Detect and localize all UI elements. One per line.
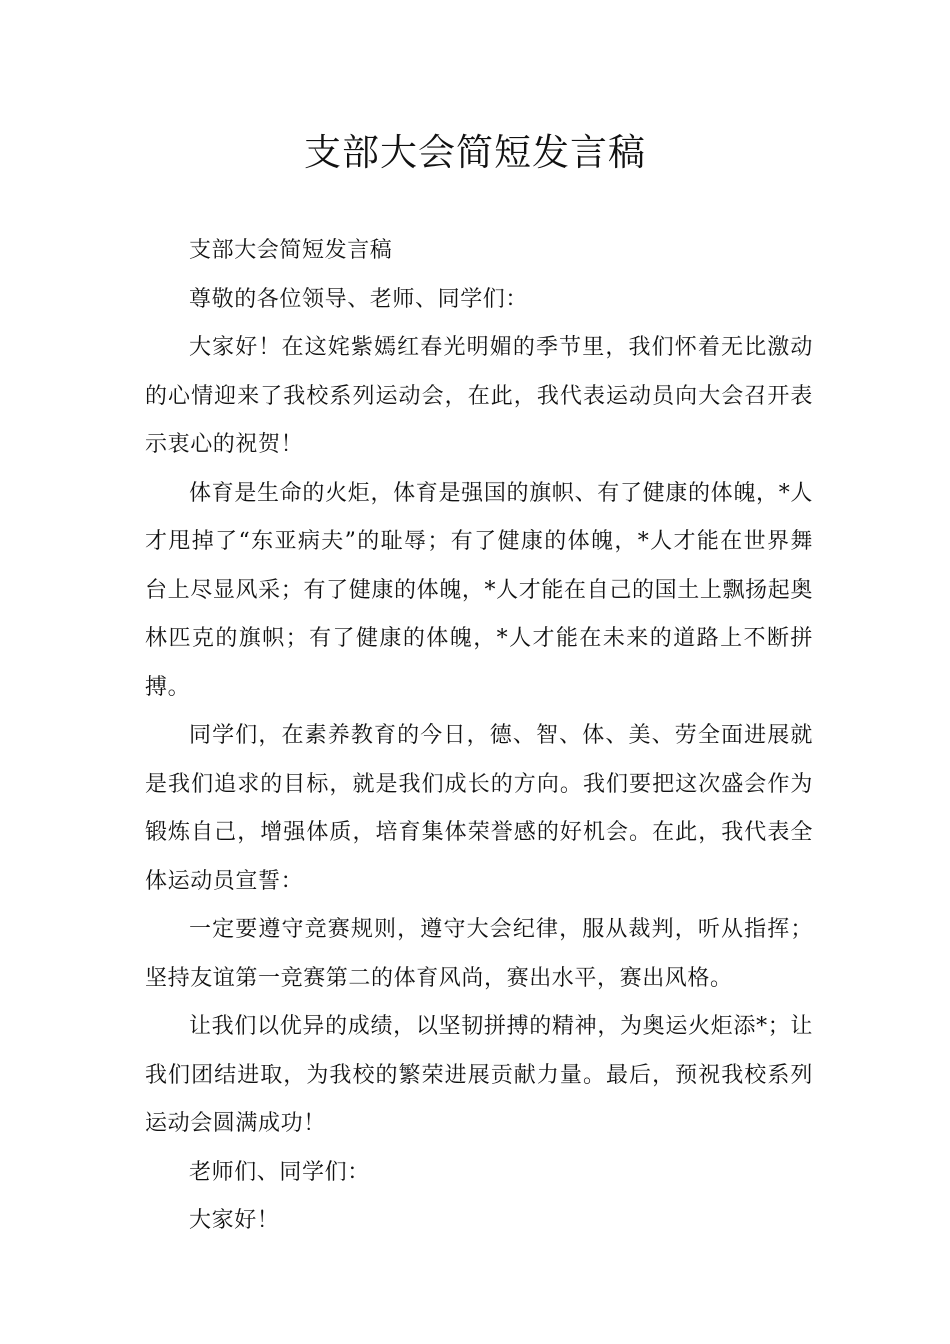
paragraph-greeting: 大家好！在这姹紫嫣红春光明媚的季节里，我们怀着无比激动的心情迎来了我校系列运动会，在此，我代表运动员向大会召开表示衷心的祝贺！ [145,335,813,457]
paragraph-oath: 一定要遵守竞赛规则，遵守大会纪律，服从裁判，听从指挥；坚持友谊第一竞赛第二的体育风尚，赛出水平，赛出风格。 [145,917,813,991]
document-body [145,227,813,1246]
paragraph-goals: 同学们，在素养教育的今日，德、智、体、美、劳全面进展就是我们追求的目标，就是我们成长的方向。我们要把这次盛会作为锻炼自己，增强体质，培育集体荣誉感的好机会。在此，我代表全体运动员宣誓： [145,723,813,894]
paragraph-subtitle: 支部大会简短发言稿 [189,238,393,263]
paragraph-second-salutation: 老师们、同学们： [189,1159,370,1185]
paragraph-second-greeting: 大家好！ [189,1208,280,1233]
document-title: 支部大会简短发言稿 [304,131,646,174]
paragraph-salutation: 尊敬的各位领导、老师、同学们： [189,286,529,312]
paragraph-sports-meaning: 体育是生命的火炬，体育是强国的旗帜、有了健康的体魄，*人才甩掉了“东亚病夫”的耻辱；有了健康的体魄，*人才能在世界舞台上尽显风采；有了健康的体魄，*人才能在自己的国土上飘扬起奥林匹克的旗帜；有了健康的体魄，*人才能在未来的道路上不断拼搏。 [145,480,813,700]
paragraph-closing: 让我们以优异的成绩，以坚韧拼搏的精神，为奥运火炬添*；让我们团结进取，为我校的繁荣进展贡献力量。最后，预祝我校系列运动会圆满成功！ [145,1014,813,1136]
